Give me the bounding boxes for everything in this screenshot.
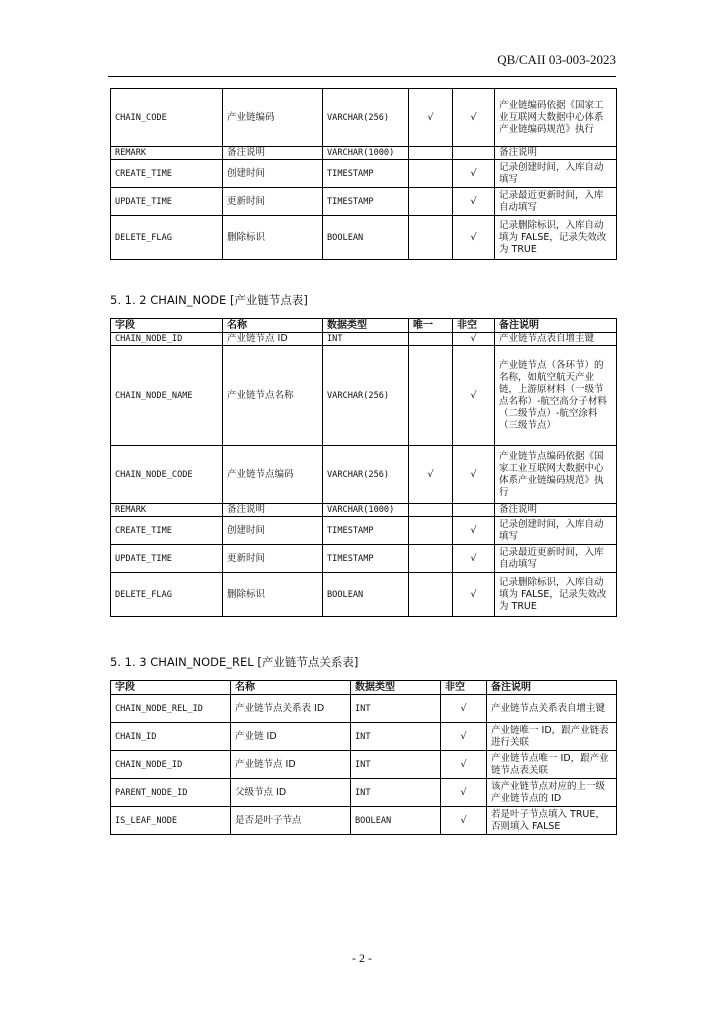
unique-cell	[409, 504, 453, 517]
field-cell: CHAIN_NODE_CODE	[111, 446, 223, 504]
field-cell: DELETE_FLAG	[111, 216, 223, 260]
table-row	[111, 573, 617, 617]
remark-cell: 产业链节点唯一 ID，跟产业链节点表关联	[487, 751, 617, 779]
table-row	[111, 751, 617, 779]
not-null-cell: √	[453, 188, 495, 216]
table-row	[111, 695, 617, 723]
type-cell: VARCHAR(256)	[323, 346, 409, 446]
not-null-cell: √	[441, 723, 487, 751]
remark-cell: 产业链编码依据《国家工业互联网大数据中心体系产业链编码规范》执行	[495, 89, 617, 147]
type-cell: VARCHAR(256)	[323, 89, 409, 147]
type-cell: BOOLEAN	[351, 807, 441, 835]
field-cell: IS_LEAF_NODE	[111, 807, 231, 835]
not-null-cell: √	[441, 695, 487, 723]
not-null-cell: √	[453, 333, 495, 346]
table-row	[111, 89, 617, 147]
section-title-chain-node: 5. 1. 2 CHAIN_NODE [产业链节点表]	[110, 293, 308, 307]
unique-cell	[409, 346, 453, 446]
type-cell: VARCHAR(1000)	[323, 504, 409, 517]
type-cell: VARCHAR(256)	[323, 446, 409, 504]
unique-cell	[409, 333, 453, 346]
type-cell: VARCHAR(1000)	[323, 147, 409, 160]
field-cell: CHAIN_NODE_ID	[111, 333, 223, 346]
type-cell: TIMESTAMP	[323, 517, 409, 545]
type-cell: TIMESTAMP	[323, 545, 409, 573]
not-null-cell: √	[453, 216, 495, 260]
name-cell: 是否是叶子节点	[231, 807, 351, 835]
table-row	[111, 147, 617, 160]
chain-node-table	[110, 318, 617, 617]
table-header-row	[111, 681, 617, 695]
field-cell: CHAIN_NODE_NAME	[111, 346, 223, 446]
name-cell: 产业链节点关系表 ID	[231, 695, 351, 723]
header-type: 数据类型	[351, 681, 441, 695]
name-cell: 创建时间	[223, 517, 323, 545]
table-row	[111, 446, 617, 504]
type-cell: INT	[351, 779, 441, 807]
remark-cell: 记录删除标识，入库自动填为 FALSE，记录失效改为 TRUE	[495, 216, 617, 260]
name-cell: 删除标识	[223, 216, 323, 260]
field-cell: CHAIN_CODE	[111, 89, 223, 147]
unique-cell	[409, 147, 453, 160]
unique-cell	[409, 216, 453, 260]
header-field: 字段	[111, 681, 231, 695]
header-not-null: 非空	[441, 681, 487, 695]
name-cell: 父级节点 ID	[231, 779, 351, 807]
remark-cell: 记录最近更新时间，入库自动填写	[495, 188, 617, 216]
not-null-cell	[453, 504, 495, 517]
table-row	[111, 333, 617, 346]
remark-cell: 产业链节点编码依据《国家工业互联网大数据中心体系产业链编码规范》执行	[495, 446, 617, 504]
name-cell: 删除标识	[223, 573, 323, 617]
remark-cell: 记录创建时间，入库自动填写	[495, 517, 617, 545]
chain-node-rel-table	[110, 680, 617, 835]
name-cell: 产业链节点 ID	[231, 751, 351, 779]
table-row	[111, 504, 617, 517]
not-null-cell: √	[441, 751, 487, 779]
not-null-cell	[453, 147, 495, 160]
remark-cell: 记录最近更新时间，入库自动填写	[495, 545, 617, 573]
not-null-cell: √	[453, 160, 495, 188]
remark-cell: 若是叶子节点填入 TRUE，否则填入 FALSE	[487, 807, 617, 835]
header-not-null: 非空	[453, 319, 495, 333]
name-cell: 备注说明	[223, 504, 323, 517]
field-cell: CREATE_TIME	[111, 517, 223, 545]
document-code: QB/CAII 03-003-2023	[497, 52, 616, 67]
table-row	[111, 807, 617, 835]
name-cell: 更新时间	[223, 188, 323, 216]
name-cell: 产业链节点名称	[223, 346, 323, 446]
field-cell: UPDATE_TIME	[111, 188, 223, 216]
header-name: 名称	[231, 681, 351, 695]
remark-cell: 备注说明	[495, 147, 617, 160]
type-cell: INT	[351, 751, 441, 779]
name-cell: 产业链节点 ID	[223, 333, 323, 346]
type-cell: TIMESTAMP	[323, 160, 409, 188]
table-row	[111, 517, 617, 545]
unique-cell	[409, 517, 453, 545]
unique-cell: √	[409, 89, 453, 147]
not-null-cell: √	[453, 446, 495, 504]
not-null-cell: √	[453, 346, 495, 446]
remark-cell: 产业链节点关系表自增主键	[487, 695, 617, 723]
table-row	[111, 779, 617, 807]
unique-cell: √	[409, 446, 453, 504]
remark-cell: 产业链节点（各环节）的名称，如航空航天产业链，上游原材料（一级节点名称）-航空高分子材料（二级节点）-航空涂料（三级节点）	[495, 346, 617, 446]
remark-cell: 记录删除标识，入库自动填为 FALSE，记录失效改为 TRUE	[495, 573, 617, 617]
header-remark: 备注说明	[487, 681, 617, 695]
table-row	[111, 346, 617, 446]
unique-cell	[409, 573, 453, 617]
field-cell: CHAIN_NODE_ID	[111, 751, 231, 779]
remark-cell: 记录创建时间，入库自动填写	[495, 160, 617, 188]
field-cell: CHAIN_ID	[111, 723, 231, 751]
remark-cell: 产业链节点表自增主键	[495, 333, 617, 346]
name-cell: 产业链 ID	[231, 723, 351, 751]
not-null-cell: √	[441, 779, 487, 807]
header-remark: 备注说明	[495, 319, 617, 333]
field-cell: REMARK	[111, 504, 223, 517]
field-cell: UPDATE_TIME	[111, 545, 223, 573]
header-name: 名称	[223, 319, 323, 333]
remark-cell: 该产业链节点对应的上一级产业链节点的 ID	[487, 779, 617, 807]
section-title-chain-node-rel: 5. 1. 3 CHAIN_NODE_REL [产业链节点关系表]	[110, 655, 359, 669]
header-type: 数据类型	[323, 319, 409, 333]
unique-cell	[409, 188, 453, 216]
name-cell: 产业链编码	[223, 89, 323, 147]
unique-cell	[409, 160, 453, 188]
type-cell: INT	[351, 723, 441, 751]
header-rule	[108, 76, 616, 77]
table-row	[111, 216, 617, 260]
not-null-cell: √	[453, 573, 495, 617]
type-cell: BOOLEAN	[323, 573, 409, 617]
name-cell: 更新时间	[223, 545, 323, 573]
table-header-row	[111, 319, 617, 333]
table-row	[111, 188, 617, 216]
chain-table-continued	[110, 88, 617, 260]
not-null-cell: √	[441, 807, 487, 835]
not-null-cell: √	[453, 545, 495, 573]
page-number: - 2 -	[352, 951, 372, 965]
field-cell: PARENT_NODE_ID	[111, 779, 231, 807]
field-cell: CREATE_TIME	[111, 160, 223, 188]
header-field: 字段	[111, 319, 223, 333]
table-row	[111, 160, 617, 188]
unique-cell	[409, 545, 453, 573]
name-cell: 创建时间	[223, 160, 323, 188]
type-cell: INT	[351, 695, 441, 723]
not-null-cell: √	[453, 517, 495, 545]
remark-cell: 备注说明	[495, 504, 617, 517]
type-cell: TIMESTAMP	[323, 188, 409, 216]
not-null-cell: √	[453, 89, 495, 147]
type-cell: BOOLEAN	[323, 216, 409, 260]
field-cell: REMARK	[111, 147, 223, 160]
table-row	[111, 545, 617, 573]
name-cell: 产业链节点编码	[223, 446, 323, 504]
field-cell: DELETE_FLAG	[111, 573, 223, 617]
table-row	[111, 723, 617, 751]
type-cell: INT	[323, 333, 409, 346]
field-cell: CHAIN_NODE_REL_ID	[111, 695, 231, 723]
name-cell: 备注说明	[223, 147, 323, 160]
remark-cell: 产业链唯一 ID，跟产业链表进行关联	[487, 723, 617, 751]
header-unique: 唯一	[409, 319, 453, 333]
